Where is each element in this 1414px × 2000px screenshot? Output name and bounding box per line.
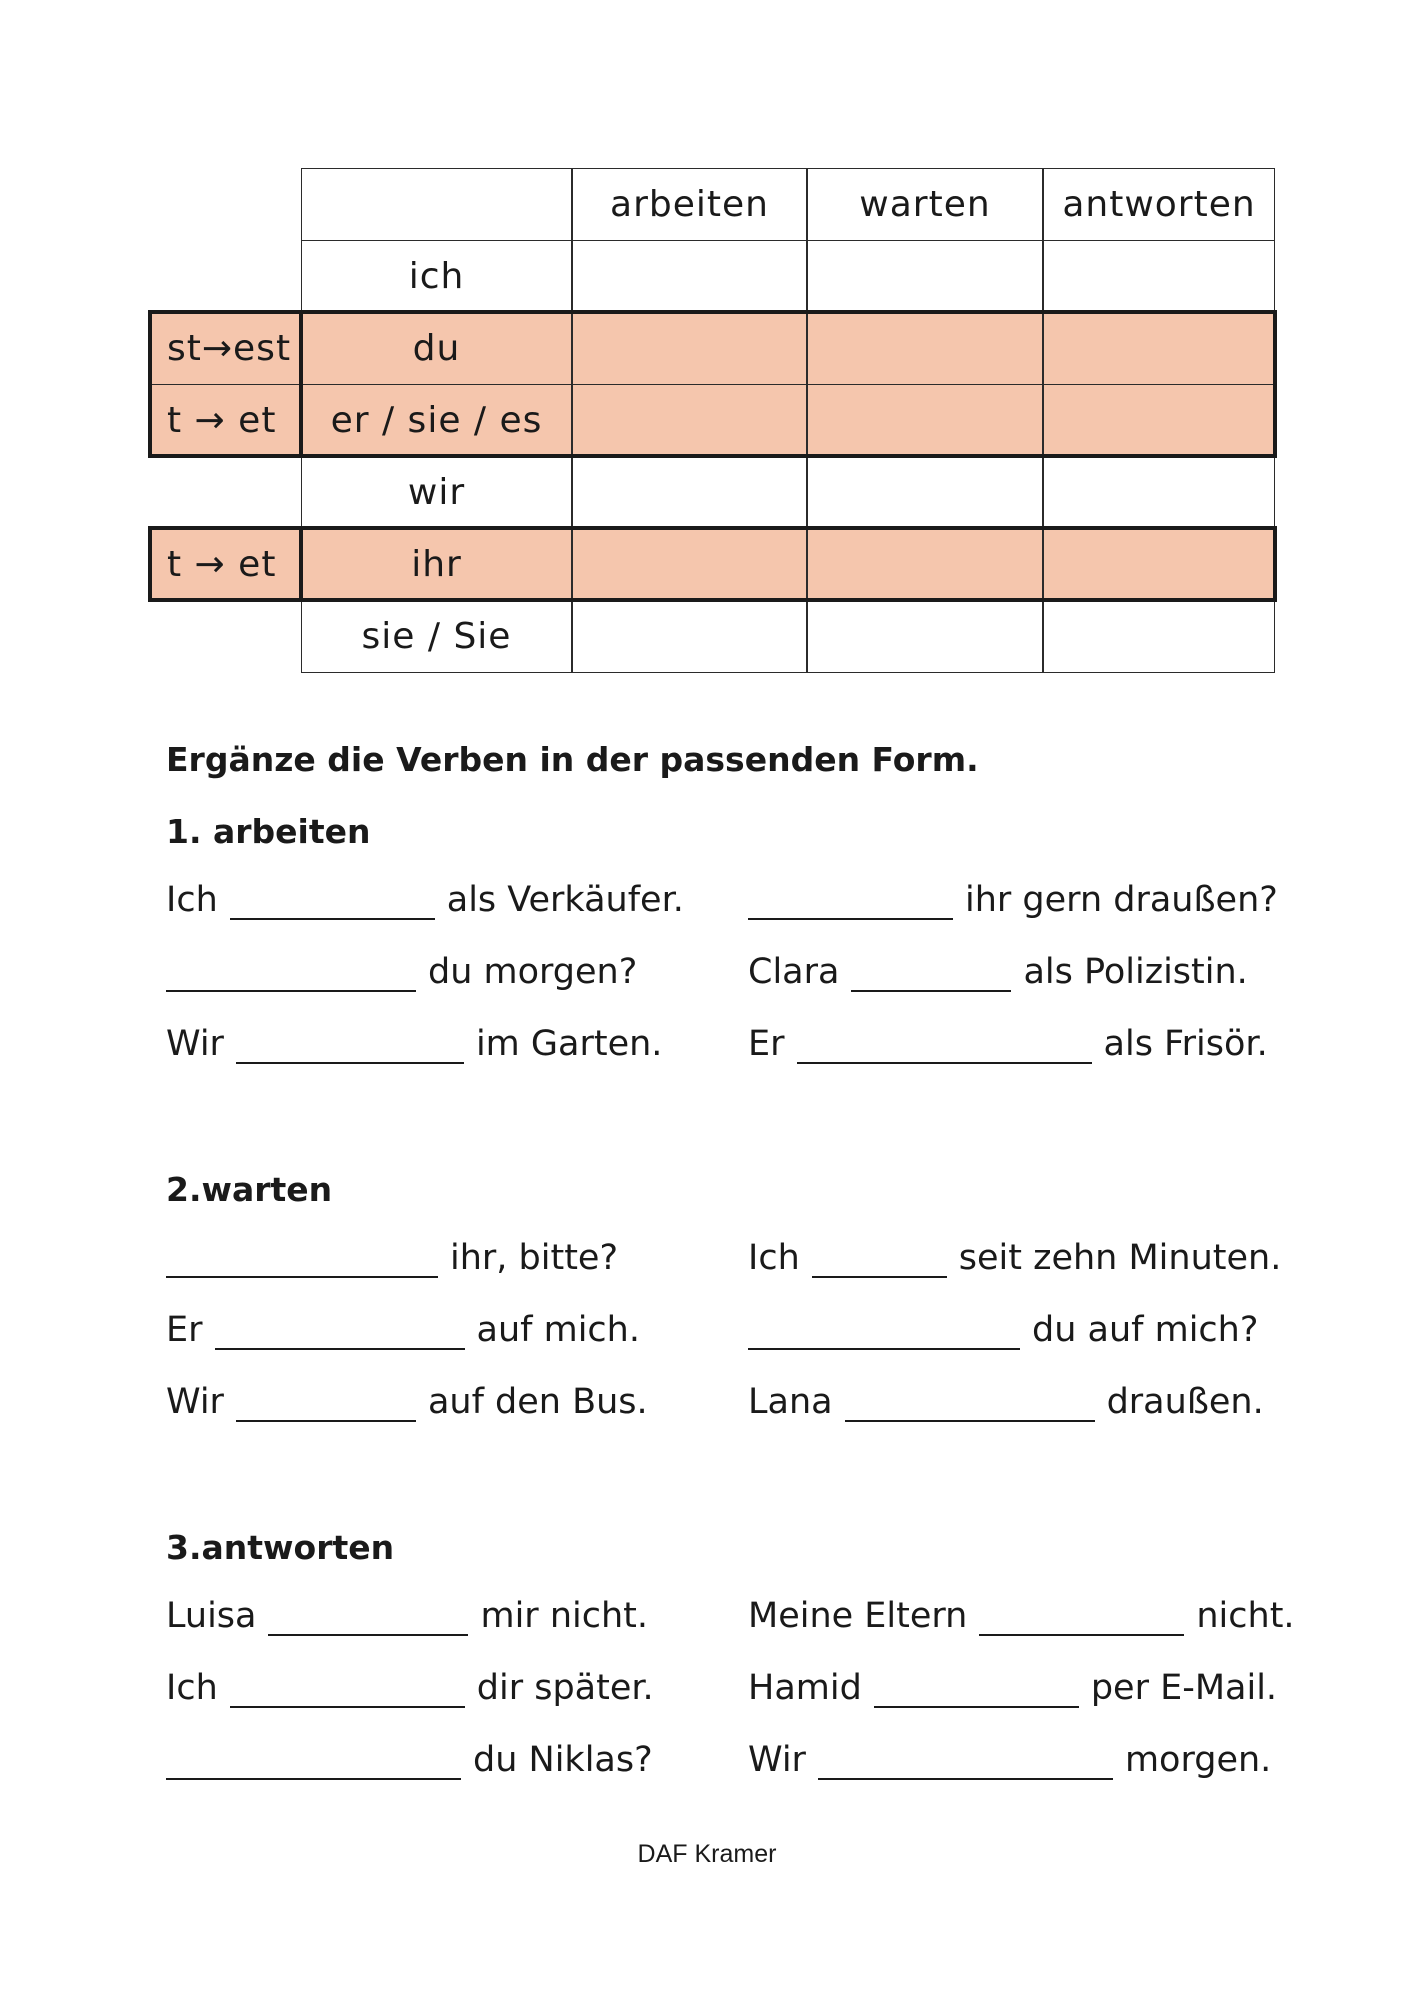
- sentence-end: im Garten.: [475, 1024, 663, 1064]
- sentence-end: als Frisör.: [1103, 1024, 1268, 1064]
- sentence-end: seit zehn Minuten.: [958, 1238, 1282, 1278]
- sentence-end: ihr gern draußen?: [965, 880, 1278, 920]
- header-cell-warten: warten: [807, 168, 1043, 241]
- pronoun-cell: ich: [301, 240, 572, 313]
- sentence: [748, 880, 1278, 920]
- sentence-end: draußen.: [1106, 1382, 1264, 1422]
- sentence-end: als Polizistin.: [1023, 952, 1248, 992]
- sentence: [748, 952, 1248, 992]
- header-cell-arbeiten: arbeiten: [572, 168, 807, 241]
- sentence-end: morgen.: [1124, 1740, 1272, 1780]
- table-row: [150, 240, 1275, 313]
- answer-blank[interactable]: [166, 1244, 438, 1278]
- sentence-end: du Niklas?: [473, 1740, 653, 1780]
- sentence: [748, 1596, 1295, 1636]
- conjugation-table: [150, 168, 1275, 670]
- pronoun-cell: du: [301, 312, 572, 385]
- sentence-start: Hamid: [748, 1668, 862, 1708]
- sentence: [748, 1238, 1281, 1278]
- sentence-start: Wir: [166, 1382, 224, 1422]
- rule-cell: [150, 240, 301, 313]
- sentence-start: Wir: [166, 1024, 224, 1064]
- table-row-highlighted: [150, 312, 1275, 385]
- answer-blank[interactable]: [797, 1030, 1092, 1064]
- sentence: [748, 1668, 1277, 1708]
- sentence-end: ihr, bitte?: [450, 1238, 619, 1278]
- pronoun-cell: er / sie / es: [301, 384, 572, 457]
- answer-cell[interactable]: [1043, 456, 1275, 529]
- sentence: [748, 1024, 1268, 1064]
- sentence-end: auf mich.: [476, 1310, 640, 1350]
- sentence: [166, 1238, 618, 1278]
- header-cell-antworten: antworten: [1043, 168, 1275, 241]
- sentence-end: als Verkäufer.: [446, 880, 684, 920]
- rule-cell: st→est: [150, 312, 301, 385]
- table-row: [150, 600, 1275, 673]
- header-cell: [301, 168, 572, 241]
- sentence: [166, 880, 684, 920]
- sentence: [748, 1310, 1258, 1350]
- answer-cell[interactable]: [807, 528, 1043, 601]
- answer-blank[interactable]: [236, 1030, 464, 1064]
- answer-cell[interactable]: [1043, 528, 1275, 601]
- sentence: [166, 952, 637, 992]
- sentence-end: mir nicht.: [480, 1596, 648, 1636]
- sentence-end: du auf mich?: [1032, 1310, 1259, 1350]
- answer-cell[interactable]: [572, 384, 807, 457]
- answer-blank[interactable]: [230, 886, 435, 920]
- footer-credit: DAF Kramer: [637, 1840, 777, 1868]
- sentence-end: per E-Mail.: [1090, 1668, 1278, 1708]
- answer-cell[interactable]: [807, 240, 1043, 313]
- sentence: [748, 1382, 1264, 1422]
- pronoun-cell: ihr: [301, 528, 572, 601]
- sentence-end: auf den Bus.: [427, 1382, 648, 1422]
- sentence-end: dir später.: [476, 1668, 654, 1708]
- sentence-start: Meine Eltern: [748, 1596, 968, 1636]
- answer-cell[interactable]: [1043, 312, 1275, 385]
- table-row-highlighted: [150, 384, 1275, 457]
- answer-cell[interactable]: [1043, 240, 1275, 313]
- sentence-start: Er: [166, 1310, 203, 1350]
- sentence: [166, 1596, 648, 1636]
- table-header-row: [150, 168, 1275, 241]
- rule-cell: t → et: [150, 528, 301, 601]
- pronoun-cell: wir: [301, 456, 572, 529]
- sentence-end: nicht.: [1196, 1596, 1295, 1636]
- section-title-antworten: 3.antworten: [166, 1528, 395, 1567]
- answer-cell[interactable]: [572, 600, 807, 673]
- sentence-start: Luisa: [166, 1596, 257, 1636]
- answer-blank[interactable]: [236, 1388, 416, 1422]
- sentence-end: du morgen?: [428, 952, 638, 992]
- answer-blank[interactable]: [979, 1602, 1184, 1636]
- answer-blank[interactable]: [874, 1674, 1079, 1708]
- answer-cell[interactable]: [1043, 384, 1275, 457]
- sentence-start: Ich: [748, 1238, 800, 1278]
- answer-blank[interactable]: [851, 958, 1011, 992]
- answer-cell[interactable]: [807, 456, 1043, 529]
- answer-blank[interactable]: [230, 1674, 465, 1708]
- sentence-start: Wir: [748, 1740, 806, 1780]
- sentence: [748, 1740, 1271, 1780]
- sentence-start: Er: [748, 1024, 785, 1064]
- sentence: [166, 1024, 662, 1064]
- answer-cell[interactable]: [807, 312, 1043, 385]
- sentence-start: Ich: [166, 880, 218, 920]
- section-title-warten: 2.warten: [166, 1170, 333, 1209]
- section-title-arbeiten: 1. arbeiten: [166, 812, 371, 851]
- answer-blank[interactable]: [215, 1316, 465, 1350]
- sentence: [166, 1668, 654, 1708]
- sentence: [166, 1740, 653, 1780]
- answer-blank[interactable]: [748, 1316, 1020, 1350]
- answer-cell[interactable]: [1043, 600, 1275, 673]
- answer-cell[interactable]: [807, 384, 1043, 457]
- answer-cell[interactable]: [572, 456, 807, 529]
- answer-blank[interactable]: [812, 1244, 947, 1278]
- instruction-text: Ergänze die Verben in der passenden Form.: [166, 740, 979, 779]
- answer-cell[interactable]: [572, 240, 807, 313]
- answer-blank[interactable]: [166, 1746, 461, 1780]
- rule-cell: t → et: [150, 384, 301, 457]
- sentence: [166, 1310, 640, 1350]
- sentence: [166, 1382, 648, 1422]
- answer-cell[interactable]: [572, 528, 807, 601]
- answer-blank[interactable]: [748, 886, 953, 920]
- answer-cell[interactable]: [572, 312, 807, 385]
- answer-blank[interactable]: [268, 1602, 468, 1636]
- table-row: [150, 456, 1275, 529]
- sentence-start: Ich: [166, 1668, 218, 1708]
- answer-blank[interactable]: [166, 958, 416, 992]
- pronoun-cell: sie / Sie: [301, 600, 572, 673]
- rule-cell: [150, 168, 301, 241]
- sentence-start: Lana: [748, 1382, 833, 1422]
- answer-cell[interactable]: [807, 600, 1043, 673]
- rule-cell: [150, 456, 301, 529]
- rule-cell: [150, 600, 301, 673]
- answer-blank[interactable]: [818, 1746, 1113, 1780]
- sentence-start: Clara: [748, 952, 840, 992]
- table-row-highlighted: [150, 528, 1275, 601]
- answer-blank[interactable]: [845, 1388, 1095, 1422]
